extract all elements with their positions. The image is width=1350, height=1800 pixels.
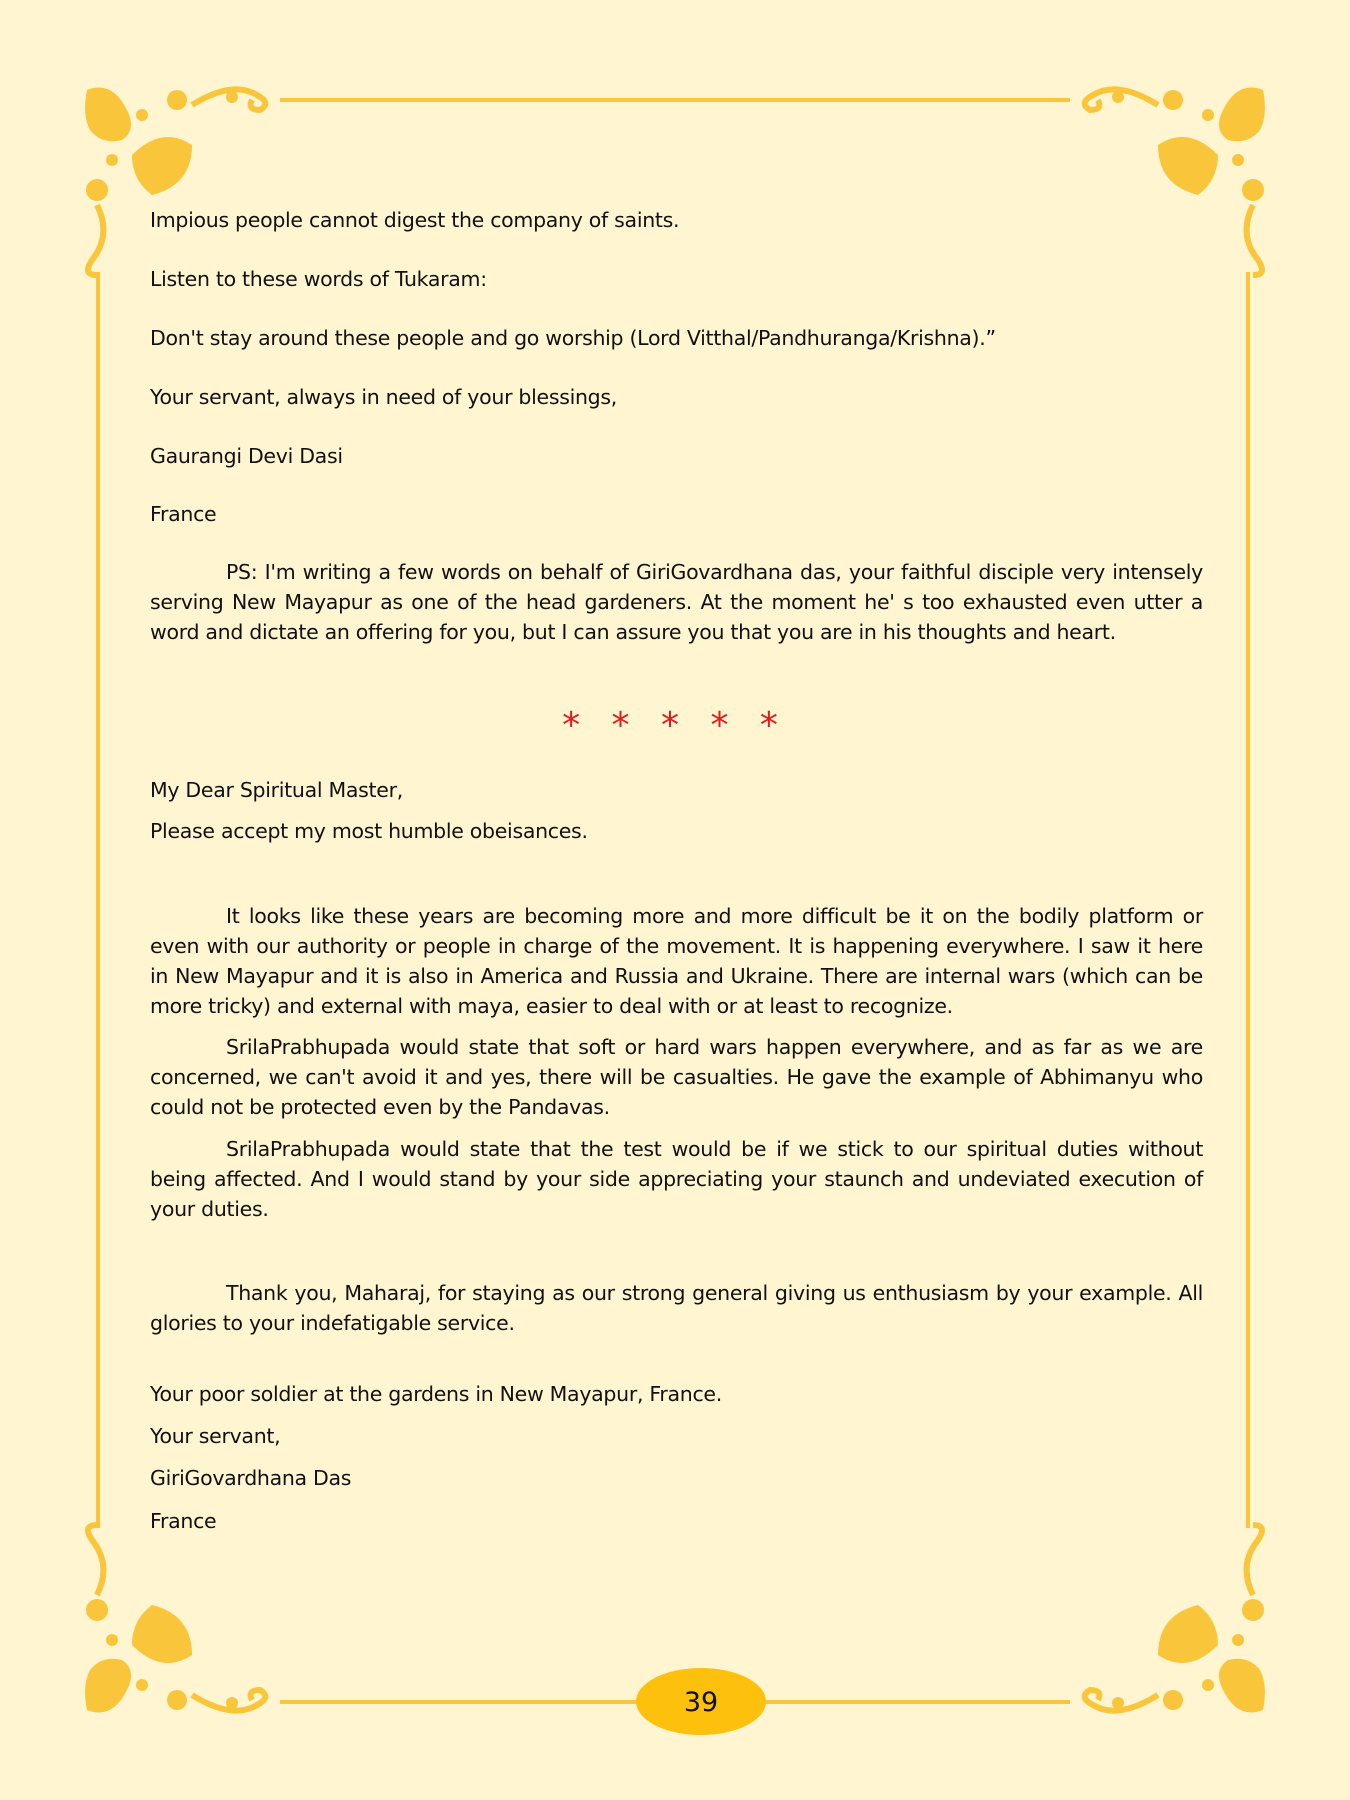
border-top [280, 98, 1070, 102]
paragraph: Thank you, Maharaj, for staying as our strong general giving us enthusiasm by your example. All glories to your indefatigable service. [150, 1281, 1203, 1335]
border-bottom-right [764, 1700, 1070, 1704]
closing: Your servant, always in need of your blessings, [150, 385, 617, 409]
paragraph: Don't stay around these people and go worship (Lord Vitthal/Pandhuranga/Krishna).” [150, 326, 996, 350]
paragraph: SrilaPrabhupada would state that soft or hard wars happen everywhere, and as far as we are concerned, we can't avoid it and yes, there will be casualties. He gave the example of Abhimanyu who could not be protected even by the Pandavas. [150, 1035, 1203, 1119]
section-separator: * * * * * [562, 705, 788, 746]
border-right [1246, 272, 1250, 1528]
signature-name: GiriGovardhana Das [150, 1466, 352, 1490]
closing-line: Your poor soldier at the gardens in New Mayapur, France. [150, 1382, 722, 1406]
closing: Your servant, [150, 1424, 281, 1448]
border-bottom-left [280, 1700, 638, 1704]
ornament-top-left-icon [82, 85, 282, 285]
paragraph: It looks like these years are becoming more and more difficult be it on the bodily platform or even with our authority or people in charge of the movement. It is happening everywhere. I saw it here in New Mayapur and it is also in America and Russia and Ukraine. There are internal wars (which can be more tricky) and external with maya, easier to deal with or at least to recognize. [150, 904, 1203, 1018]
paragraph: Listen to these words of Tukaram: [150, 267, 487, 291]
signature-location: France [150, 1509, 217, 1533]
border-left [96, 272, 100, 1528]
ornament-top-right-icon [1068, 85, 1268, 285]
signature-name: Gaurangi Devi Dasi [150, 444, 343, 468]
salutation: My Dear Spiritual Master, [150, 778, 403, 802]
ornament-bottom-left-icon [82, 1515, 282, 1715]
postscript: PS: I'm writing a few words on behalf of GiriGovardhana das, your faithful disciple very intensely serving New Mayapur as one of the head gardeners. At the moment he' s too exhausted even utter a word and dictate an offering for you, but I can assure you that you are in his thoughts and heart. [150, 560, 1203, 644]
page-number: 39 [636, 1668, 766, 1735]
ornament-bottom-right-icon [1068, 1515, 1268, 1715]
paragraph: Impious people cannot digest the company of saints. [150, 208, 680, 232]
obeisances: Please accept my most humble obeisances. [150, 819, 588, 843]
paragraph: SrilaPrabhupada would state that the test would be if we stick to our spiritual duties without being affected. And I would stand by your side appreciating your staunch and undeviated execution of your duties. [150, 1137, 1203, 1221]
signature-location: France [150, 502, 217, 526]
